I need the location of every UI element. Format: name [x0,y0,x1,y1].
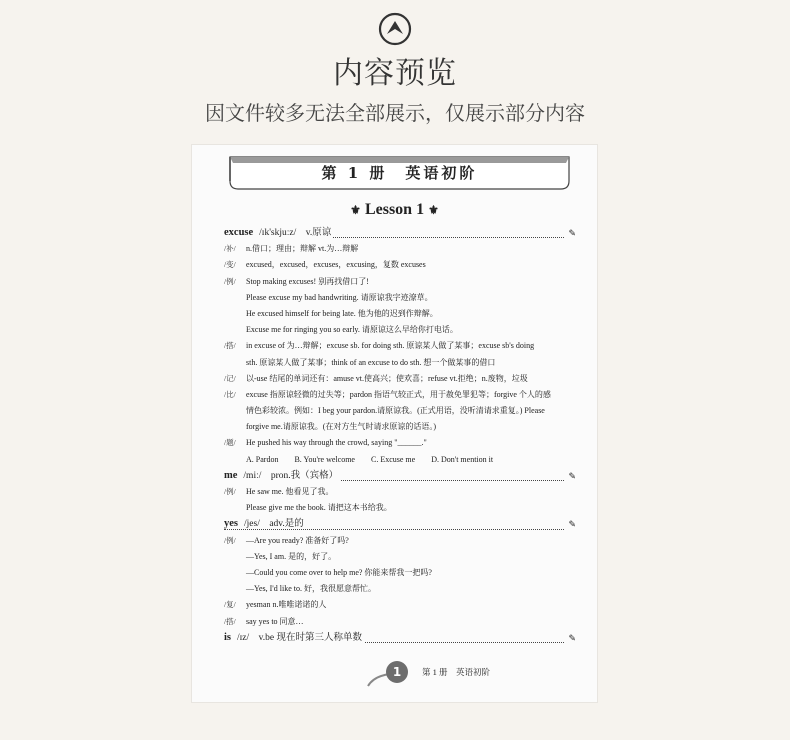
line-text: say yes to 同意… [246,616,304,626]
line-text: He saw me. 他看见了我。 [246,487,334,496]
text-line [224,322,576,338]
headword: excuse [224,227,254,238]
text-line [224,274,576,290]
line-tag: /补/ [224,244,236,254]
text-line [224,614,576,630]
word-entry [224,516,576,532]
line-text: —Could you come over to help me? 你能来帮我一把吗? [246,567,432,577]
line-tag: /题/ [224,438,236,448]
line-text: Please give me the book. 请把这本书给我。 [246,503,392,513]
line-text: excused，excused，excuses，excusing，复数 excuses [246,260,426,270]
line-tag: /记/ [224,373,236,383]
page-subtitle: 因文件较多无法全部展示，仅展示部分内容 [205,101,585,125]
pen-icon: ✎ [568,228,576,238]
line-text: 情色彩较浓。例如：I beg your pardon.请原谅我。(正式用语，没听清请求重复。) Please [246,406,545,416]
line-text: excuse 指原谅轻微的过失等；pardon 指语气较正式，用于赦免罪犯等；forgive 个人的感 [246,389,551,399]
line-text: —Yes, I am. 是的，好了。 [246,551,337,561]
line-text: Please excuse my bad handwriting. 请原谅我字迹潦草。 [246,292,433,302]
line-text: sth. 原谅某人做了某事；think of an excuse to do sth. 想一个做某事的借口 [246,357,496,367]
text-line [224,597,576,613]
ornament-right-icon: ⚜ [428,203,439,217]
line-tag: /搭/ [224,616,236,626]
line-text: in excuse of 为…辩解；excuse sb. for doing sth. 原谅某人做了某事；excuse sb's doing [246,341,535,351]
line-tag: /变/ [224,260,236,270]
scroll-up-icon [378,12,412,46]
headword: is [224,631,232,643]
text-line [224,419,576,435]
line-tag: /例/ [224,487,236,496]
line-text: Stop making excuses! 别再找借口了! [246,276,369,286]
line-tag: /例/ [224,276,236,286]
definition: /jes/ adv.是的 [244,519,304,530]
text-line [224,565,576,581]
word-entry [224,225,576,241]
definition: /miː/ pron.我（宾格） [243,470,339,481]
line-text: He pushed his way through the crowd, saying "______." [246,438,427,448]
line-tag: /复/ [224,600,236,610]
line-tag: /比/ [224,389,236,399]
chapter-title: 第 1 册 英语初阶 [321,164,478,182]
page-title: 内容预览 [333,56,457,91]
definition: /ɪk'skjuːz/ v.原谅 [259,228,332,238]
text-line [224,581,576,597]
line-text: Excuse me for ringing you so early. 请原谅这么早给你打电话。 [246,325,458,335]
definition: /ɪz/ v.be 现在时第三人称单数 [237,632,363,643]
document-preview [192,145,597,702]
ornament-left-icon: ⚜ [350,203,361,217]
lesson-label: Lesson 1 [364,201,425,218]
line-tag: /搭/ [224,341,236,351]
line-text: He excused himself for being late. 他为他的迟到作辩解。 [246,308,438,318]
text-line [224,549,576,565]
footer-text: 第 1 册 英语初阶 [422,667,491,677]
line-text: —Are you ready? 准备好了吗? [246,535,349,545]
page-footer [192,658,597,688]
line-text: 以-use 结尾的单词还有：amuse vt.使高兴；使欢喜；refuse vt.拒绝；n.废物，垃圾 [246,373,528,383]
lesson-heading [192,201,597,219]
text-line [224,387,576,403]
text-line [224,306,576,322]
line-text: forgive me.请原谅我。(在对方生气时请求原谅的话语。) [246,422,437,432]
text-line [224,355,576,371]
pen-icon: ✎ [568,470,576,481]
line-text: A. Pardon B. You're welcome C. Excuse me D. Don't mention it [246,454,494,464]
text-line [224,241,576,257]
word-entry [224,468,576,484]
text-line [224,338,576,354]
text-line [224,435,576,451]
text-line [224,452,576,468]
line-text: n.借口；理由；辩解 vt.为…辩解 [246,244,359,254]
line-text: —Yes, I'd like to. 好，我很愿意帮忙。 [246,584,376,594]
page-number-badge: 1 [386,661,408,683]
text-line [224,371,576,387]
line-text: yesman n.唯唯诺诺的人 [246,600,327,610]
text-line [224,500,576,516]
pen-icon: ✎ [568,519,576,530]
entry-list [224,225,576,646]
text-line [224,533,576,549]
line-tag: /例/ [224,535,236,545]
headword: me [224,469,238,481]
text-line [224,257,576,273]
headword: yes [224,518,238,530]
word-entry [224,630,576,646]
text-line [224,403,576,419]
text-line [224,290,576,306]
text-line [224,484,576,500]
pen-icon: ✎ [568,632,576,643]
